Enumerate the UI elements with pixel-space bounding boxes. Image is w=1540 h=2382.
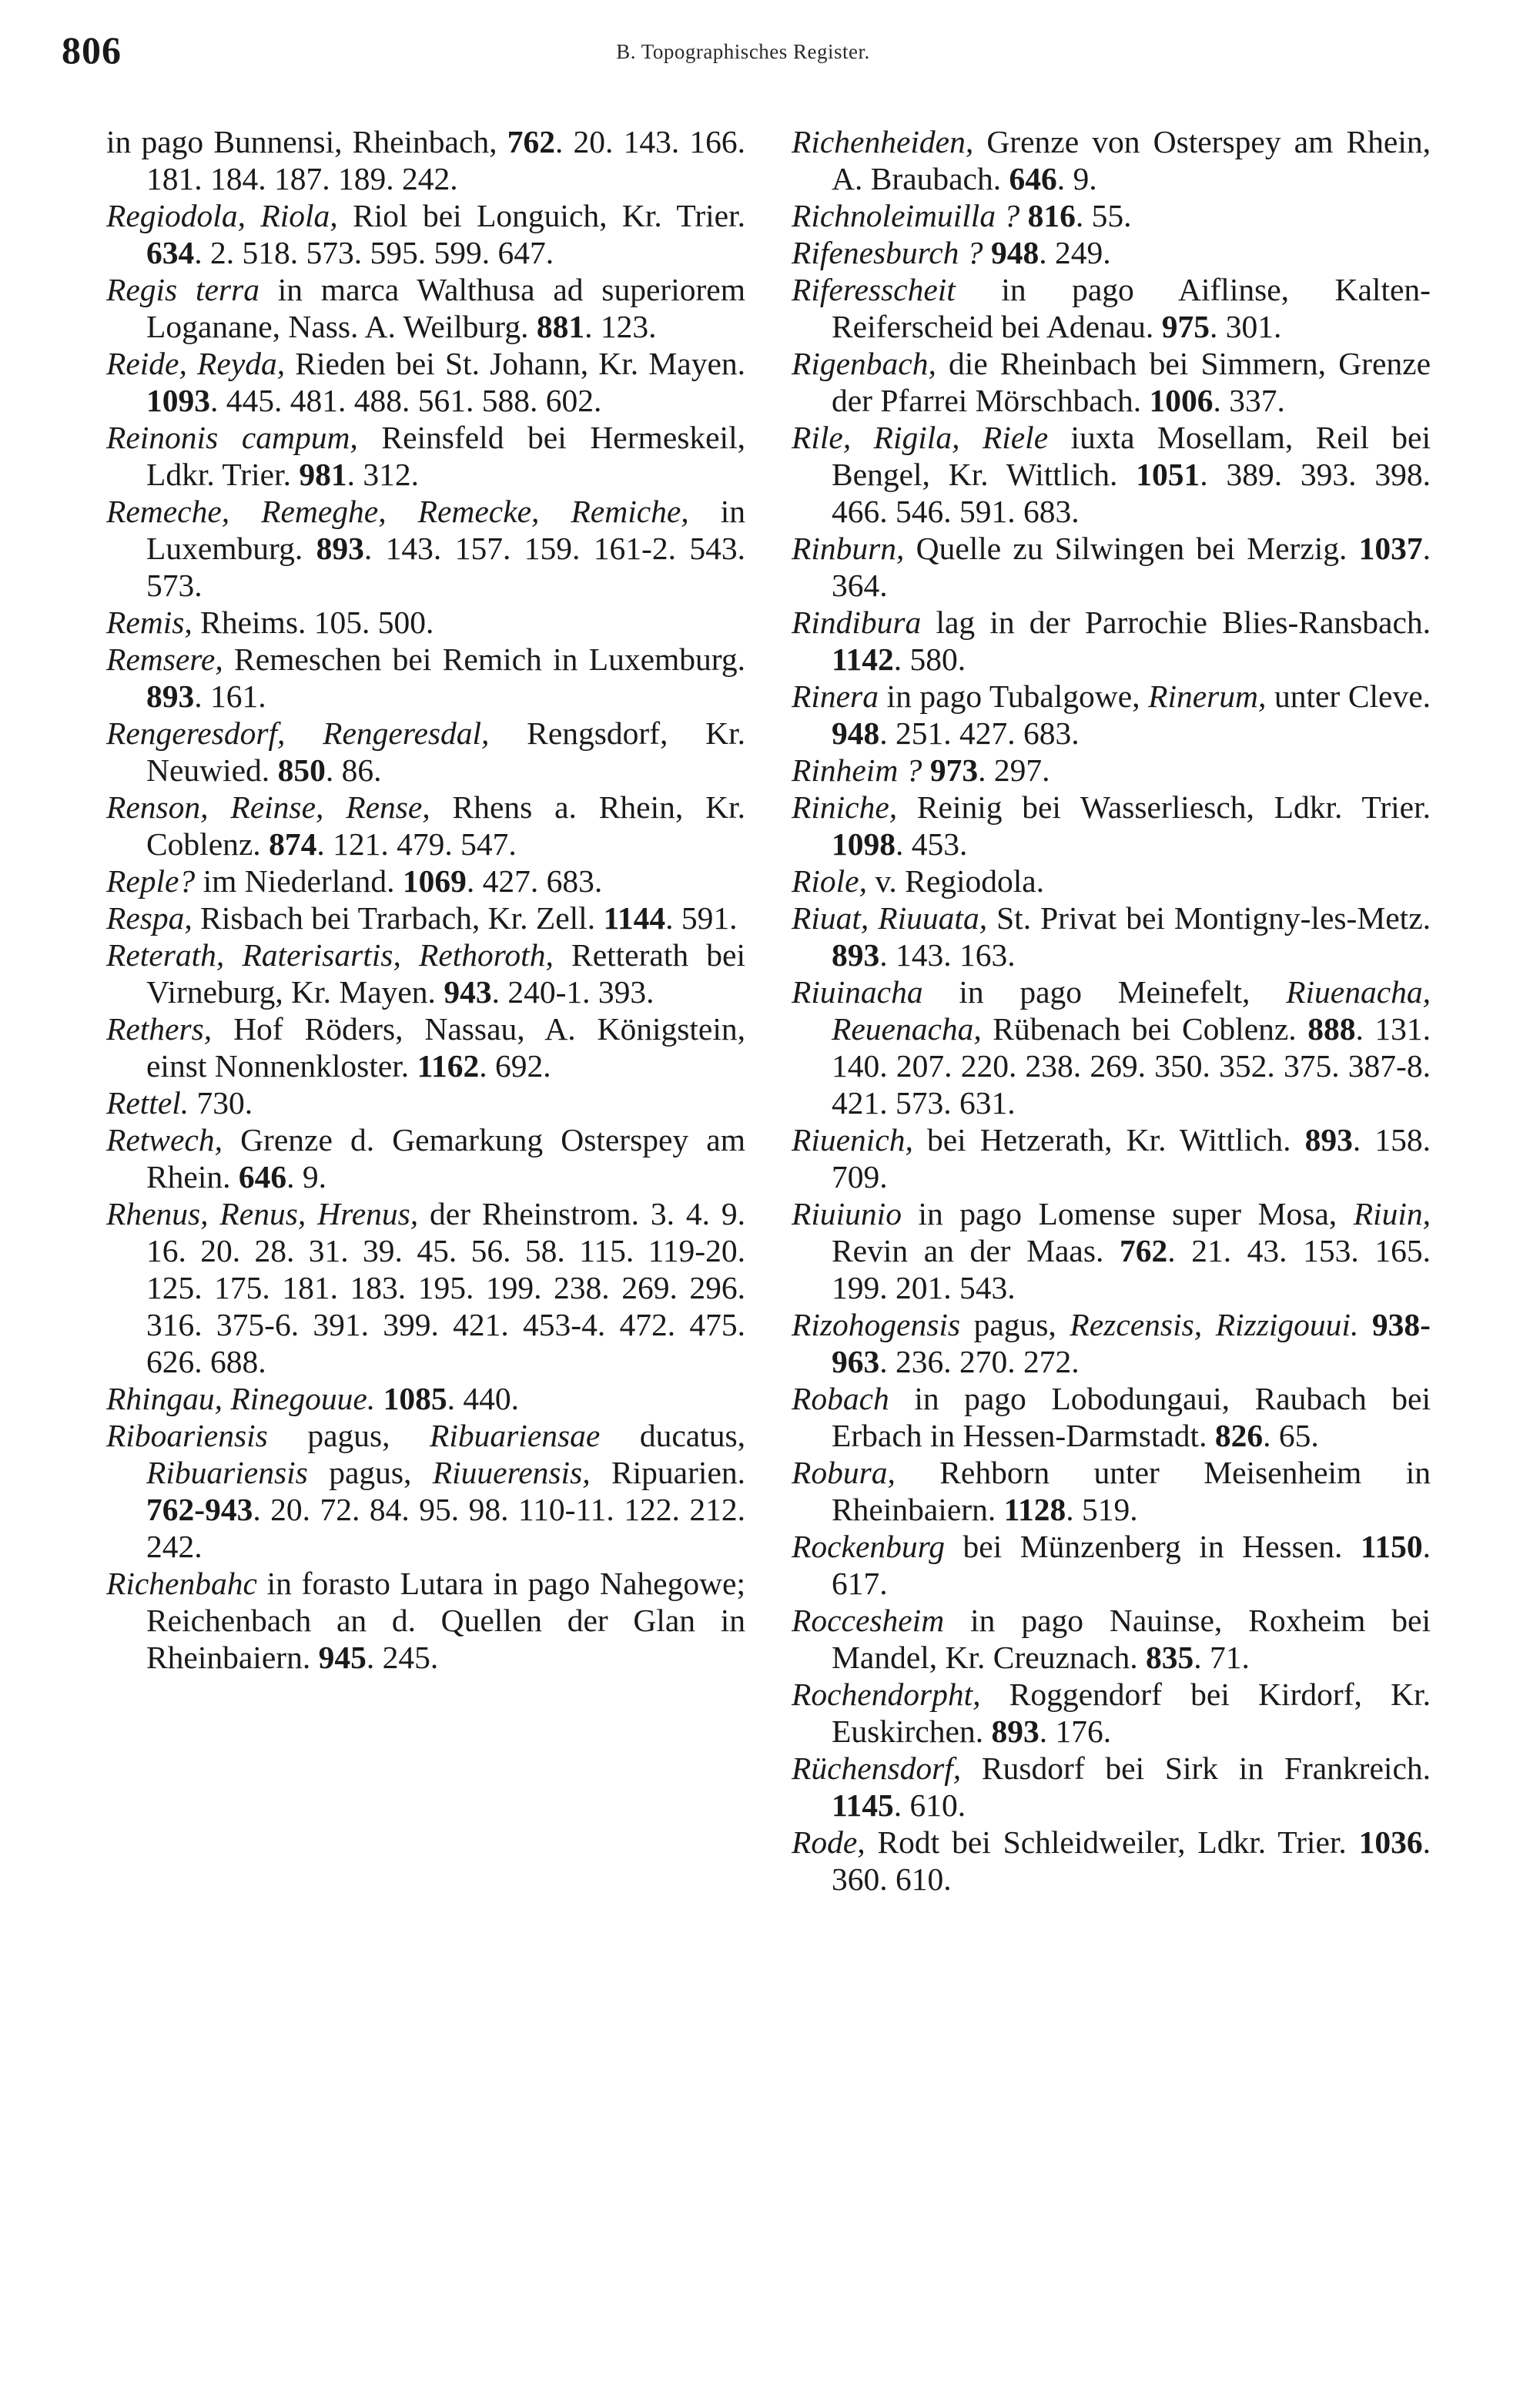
entry-hw: Riuinacha xyxy=(792,974,923,1010)
index-entry xyxy=(106,715,745,789)
entry-post: . 249. xyxy=(1039,235,1111,270)
index-entry xyxy=(106,493,745,604)
entry-hw: Renson, Reinse, Rense, xyxy=(106,789,430,825)
entry-post: . 445. 481. 488. 561. 588. 602. xyxy=(210,383,602,418)
entry-hw: Reple? xyxy=(106,863,196,899)
index-entry xyxy=(792,789,1431,863)
entry-post: . 617. xyxy=(832,1529,1431,1601)
entry-bold: 945 xyxy=(318,1640,367,1675)
entry-post: . 9. xyxy=(1056,161,1097,196)
entry-hw: Richnoleimuilla ? xyxy=(792,198,1020,233)
entry-bold: 835 xyxy=(1145,1640,1194,1675)
entry-pre: in pago Lomense super Mosa, xyxy=(901,1196,1354,1231)
entry-pre xyxy=(983,235,991,270)
entry-post2: . 20. 72. 84. 95. 98. 110-11. 122. 212. 242. xyxy=(146,1492,745,1564)
entry-pre: iuxta Mosellam, Reil bei Bengel, Kr. Wittlich. xyxy=(832,420,1431,492)
entry-pre: pagus, xyxy=(960,1307,1070,1342)
index-entry xyxy=(106,863,745,900)
entry-pre: in marca Walthusa ad superiorem Loganane, Nass. A. Weilburg. xyxy=(146,272,745,344)
index-entry xyxy=(792,271,1431,345)
index-entry xyxy=(106,271,745,345)
entry-bold: 948 xyxy=(990,235,1040,270)
entry-bold: 816 xyxy=(1027,198,1076,233)
entry-pre: v. Regiodola. xyxy=(866,863,1045,899)
entry-post: . 453. xyxy=(896,826,968,862)
entry-bold2: 938-963 xyxy=(832,1307,1431,1379)
entry-hw: Riniche, xyxy=(792,789,898,825)
entry-hw: Rile, Rigila, Riele xyxy=(792,420,1049,455)
entry-pre4: Ripuarien. xyxy=(590,1455,745,1490)
entry-bold2: 762-943 xyxy=(146,1492,253,1527)
entry-pre: bei Hetzerath, Kr. Wittlich. xyxy=(912,1122,1305,1157)
entry-hw: Richenbahc xyxy=(106,1566,257,1601)
index-entry xyxy=(792,123,1431,197)
entry-post: . 143. 163. xyxy=(879,937,1016,973)
entry-bold: 943 xyxy=(444,974,492,1010)
index-entry xyxy=(792,863,1431,900)
entry-hw: Rhingau, Rinegouue. xyxy=(106,1381,376,1416)
entry-bold: 893 xyxy=(1304,1122,1353,1157)
entry-hw3: Ribuariensis xyxy=(146,1455,308,1490)
entry-post: . 519. xyxy=(1066,1492,1138,1527)
entry-pre xyxy=(1019,198,1027,233)
entry-pre: Riol bei Longuich, Kr. Trier. xyxy=(337,198,745,233)
entry-hw: Rizohogensis xyxy=(792,1307,961,1342)
entry-hw: Rochendorpht, xyxy=(792,1677,981,1712)
entry-post: . 245. xyxy=(366,1640,439,1675)
entry-pre: Risbach bei Trarbach, Kr. Zell. xyxy=(192,900,604,936)
entry-pre xyxy=(922,752,929,788)
index-entry xyxy=(792,752,1431,789)
entry-hw: Reterath, Raterisartis, Rethoroth, xyxy=(106,937,554,973)
entry-post: . 86. xyxy=(325,752,382,788)
entry-hw2: Rinerum, xyxy=(1148,678,1267,714)
entry-pre: 730. xyxy=(189,1085,253,1121)
entry-post: . 143. 157. 159. 161-2. 543. 573. xyxy=(146,531,745,603)
entry-post2: . 131. 140. 207. 220. 238. 269. 350. 352. 375. 387-8. 421. 573. 631. xyxy=(832,1011,1431,1121)
entry-pre: Rengsdorf, Kr. Neuwied. xyxy=(146,715,745,788)
index-entry xyxy=(792,530,1431,604)
entry-post: . 610. xyxy=(893,1787,966,1823)
index-entry xyxy=(792,604,1431,678)
index-entry xyxy=(106,1010,745,1084)
index-entry xyxy=(792,234,1431,271)
entry-hw: Rigenbach, xyxy=(792,346,936,381)
index-entry xyxy=(792,1750,1431,1824)
index-entry xyxy=(792,419,1431,530)
entry-pre: pagus, xyxy=(267,1418,430,1453)
entry-bold: 826 xyxy=(1214,1418,1264,1453)
entry-pre2 xyxy=(1358,1307,1372,1342)
index-entry xyxy=(792,973,1431,1121)
index-entry xyxy=(106,900,745,936)
index-entry xyxy=(106,1417,745,1565)
entry-pre3: pagus, xyxy=(307,1455,433,1490)
index-entry xyxy=(106,641,745,715)
entry-bold: 893 xyxy=(146,678,195,714)
index-entry xyxy=(792,1380,1431,1454)
entry-hw: Robach xyxy=(792,1381,889,1416)
entry-bold: 1128 xyxy=(1003,1492,1066,1527)
index-entry xyxy=(106,1565,745,1676)
entry-hw: Riuenich, xyxy=(792,1122,913,1157)
entry-pre2: Revin an der Maas. xyxy=(832,1233,1120,1268)
entry-pre: Grenze von Osterspey am Rhein, A. Braubach. xyxy=(832,124,1431,196)
entry-pre: in pago Nauinse, Roxheim bei Mandel, Kr. Creuznach. xyxy=(832,1603,1431,1675)
entry-pre2: unter Cleve. xyxy=(1266,678,1431,714)
entry-post: . 71. xyxy=(1194,1640,1250,1675)
entry-pre: Reinsfeld bei Hermeskeil, Ldkr. Trier. xyxy=(146,420,745,492)
entry-post: . 123. xyxy=(584,309,657,344)
index-entry xyxy=(106,1121,745,1195)
entry-pre xyxy=(375,1381,383,1416)
index-entry xyxy=(106,1380,745,1417)
entry-pre: Rehborn unter Meisenheim in Rheinbaiern. xyxy=(832,1455,1431,1527)
entry-bold: 893 xyxy=(991,1714,1040,1749)
index-entry xyxy=(792,345,1431,419)
entry-post2: . 236. 270. 272. xyxy=(879,1344,1080,1379)
entry-bold: 1144 xyxy=(603,900,666,936)
entry-bold: 1162 xyxy=(417,1048,480,1084)
entry-bold: 1142 xyxy=(832,642,894,677)
index-entry xyxy=(792,1602,1431,1676)
index-entry xyxy=(792,197,1431,234)
entry-pre: Retterath bei Virneburg, Kr. Mayen. xyxy=(146,937,745,1010)
left-column xyxy=(106,123,745,1676)
entry-hw: Riole, xyxy=(792,863,867,899)
entry-post: . 240-1. 393. xyxy=(491,974,654,1010)
entry-hw: Remis, xyxy=(106,605,192,640)
entry-hw: Riuiunio xyxy=(792,1196,902,1231)
entry-post: . 364. xyxy=(832,531,1431,603)
entry-post: . 692. xyxy=(479,1048,551,1084)
entry-pre: im Niederland. xyxy=(195,863,403,899)
entry-pre: bei Münzenberg in Hessen. xyxy=(944,1529,1361,1564)
index-entry xyxy=(106,123,745,197)
entry-hw: Riuat, Riuuata, xyxy=(792,900,988,936)
entry-bold: 1006 xyxy=(1149,383,1214,418)
index-entry xyxy=(106,419,745,493)
index-entry xyxy=(106,197,745,271)
entry-bold: 762 xyxy=(507,124,555,159)
entry-pre: Roggendorf bei Kirdorf, Kr. Euskirchen. xyxy=(832,1677,1431,1749)
entry-bold2: 762 xyxy=(1119,1233,1168,1268)
entry-pre: Reinig bei Wasserliesch, Ldkr. Trier. xyxy=(897,789,1431,825)
entry-bold: 973 xyxy=(929,752,979,788)
index-entry xyxy=(106,1195,745,1380)
entry-post: . 55. xyxy=(1075,198,1132,233)
entry-bold: 850 xyxy=(277,752,326,788)
entry-hw: Respa, xyxy=(106,900,192,936)
index-entry xyxy=(792,1454,1431,1528)
entry-hw: Rüchensdorf, xyxy=(792,1750,962,1786)
entry-bold: 634 xyxy=(146,235,195,270)
entry-post2: . 251. 427. 683. xyxy=(879,715,1080,751)
index-entry xyxy=(792,1824,1431,1898)
entry-bold: 874 xyxy=(269,826,317,862)
entry-pre: St. Privat bei Montigny-les-Metz. xyxy=(987,900,1431,936)
entry-hw: Regis terra xyxy=(106,272,259,307)
index-entry xyxy=(792,1121,1431,1195)
entry-bold: 981 xyxy=(299,457,347,492)
entry-pre: Rhens a. Rhein, Kr. Coblenz. xyxy=(146,789,745,862)
entry-hw: Rinheim ? xyxy=(792,752,922,788)
entry-bold: 893 xyxy=(832,937,880,973)
entry-hw: Regiodola, Riola, xyxy=(106,198,338,233)
entry-hw2: Rezcensis, Rizzigouui. xyxy=(1070,1307,1359,1342)
entry-pre: in pago Tubalgowe, xyxy=(878,678,1149,714)
entry-pre: Rusdorf bei Sirk in Frankreich. xyxy=(961,1750,1431,1786)
entry-bold: 1037 xyxy=(1358,531,1423,566)
entry-bold2: 888 xyxy=(1307,1011,1356,1047)
entry-bold: 1051 xyxy=(1136,457,1200,492)
entry-hw4: Riuuerensis, xyxy=(432,1455,591,1490)
entry-hw: Robura, xyxy=(792,1455,896,1490)
entry-post: . 360. 610. xyxy=(832,1824,1431,1897)
entry-hw: Rifenesburch ? xyxy=(792,235,983,270)
entry-bold: 1085 xyxy=(383,1381,447,1416)
entry-bold2: 948 xyxy=(832,715,880,751)
entry-post: . 337. xyxy=(1213,383,1285,418)
entry-hw: Rhenus, Renus, Hrenus, xyxy=(106,1196,419,1231)
entry-pre: Quelle zu Silwingen bei Merzig. xyxy=(904,531,1359,566)
entry-pre: die Rheinbach bei Simmern, Grenze der Pfarrei Mörschbach. xyxy=(832,346,1431,418)
entry-post: . 161. xyxy=(194,678,266,714)
right-column xyxy=(792,123,1431,1898)
entry-pre: Hof Röders, Nassau, A. Königstein, einst Nonnenkloster. xyxy=(146,1011,745,1084)
entry-pre: in pago Meinefelt, xyxy=(922,974,1287,1010)
entry-hw: Roccesheim xyxy=(792,1603,945,1638)
entry-hw: Retwech, xyxy=(106,1122,223,1157)
entry-bold: 1069 xyxy=(402,863,467,899)
index-entry xyxy=(106,604,745,641)
entry-hw: Rethers, xyxy=(106,1011,213,1047)
entry-post: . 158. 709. xyxy=(832,1122,1431,1194)
entry-post: . 20. 143. 166. 181. 184. 187. 189. 242. xyxy=(146,124,746,196)
index-entry xyxy=(792,1528,1431,1602)
index-entry xyxy=(792,1195,1431,1306)
entry-pre: in pago Aiflinse, Kalten-Reiferscheid bei Adenau. xyxy=(832,272,1431,344)
entry-post2: . 21. 43. 153. 165. 199. 201. 543. xyxy=(832,1233,1431,1305)
index-entry xyxy=(792,1306,1431,1380)
entry-hw: Rode, xyxy=(792,1824,865,1860)
entry-bold: 1093 xyxy=(146,383,210,418)
entry-bold: 1150 xyxy=(1360,1529,1423,1564)
entry-hw: Rockenburg xyxy=(792,1529,945,1564)
entry-bold: 1036 xyxy=(1358,1824,1423,1860)
entry-post: . 389. 393. 398. 466. 546. 591. 683. xyxy=(832,457,1431,529)
entry-bold: 881 xyxy=(536,309,585,344)
entry-post: . 297. xyxy=(978,752,1050,788)
entry-hw: Rettel. xyxy=(106,1085,189,1121)
entry-post: . 176. xyxy=(1039,1714,1112,1749)
entry-hw: Remeche, Remeghe, Remecke, Remiche, xyxy=(106,494,689,529)
entry-post: . 440. xyxy=(447,1381,519,1416)
entry-pre2: Rübenach bei Coblenz. xyxy=(981,1011,1308,1047)
entry-pre: Rieden bei St. Johann, Kr. Mayen. xyxy=(285,346,745,381)
running-head: B. Topographisches Register. xyxy=(616,40,870,63)
entry-post: . 121. 479. 547. xyxy=(316,826,517,862)
entry-hw: Rengeresdorf, Rengeresdal, xyxy=(106,715,490,751)
index-entry xyxy=(792,1676,1431,1750)
entry-post: . 312. xyxy=(346,457,419,492)
entry-pre: lag in der Parrochie Blies-Ransbach. xyxy=(921,605,1431,640)
entry-pre: Rodt bei Schleidweiler, Ldkr. Trier. xyxy=(865,1824,1359,1860)
index-entry xyxy=(106,1084,745,1121)
entry-hw: Rinburn, xyxy=(792,531,905,566)
entry-pre: in pago Bunnensi, Rheinbach, xyxy=(106,124,507,159)
entry-post: . 427. 683. xyxy=(466,863,603,899)
entry-hw: Riferesscheit xyxy=(792,272,956,307)
entry-hw2: Riuenacha, Reuenacha, xyxy=(832,974,1431,1047)
entry-bold: 893 xyxy=(316,531,364,566)
entry-post: . 591. xyxy=(665,900,738,936)
index-entry xyxy=(106,789,745,863)
index-entry xyxy=(792,678,1431,752)
entry-bold: 646 xyxy=(238,1159,287,1194)
index-entry xyxy=(106,345,745,419)
entry-bold: 1145 xyxy=(832,1787,894,1823)
entry-pre: Rheims. 105. 500. xyxy=(192,605,434,640)
page-number: 806 xyxy=(62,28,122,72)
entry-post: . 301. xyxy=(1209,309,1282,344)
entry-hw: Reide, Reyda, xyxy=(106,346,286,381)
entry-hw: Reinonis campum, xyxy=(106,420,358,455)
entry-pre: in pago Lobodungaui, Raubach bei Erbach in Hessen-Darmstadt. xyxy=(832,1381,1431,1453)
entry-pre: Grenze d. Gemarkung Osterspey am Rhein. xyxy=(146,1122,745,1194)
entry-hw2: Ribuariensae xyxy=(430,1418,601,1453)
entry-hw2: Riuin, xyxy=(1353,1196,1431,1231)
entry-hw: Rinera xyxy=(792,678,879,714)
index-entry xyxy=(106,936,745,1010)
entry-bold: 1098 xyxy=(832,826,896,862)
index-entry xyxy=(792,900,1431,973)
entry-hw: Riboariensis xyxy=(106,1418,268,1453)
entry-pre2: ducatus, xyxy=(600,1418,745,1453)
page-header xyxy=(62,28,1424,82)
entry-bold: 975 xyxy=(1161,309,1210,344)
entry-pre: Remeschen bei Remich in Luxemburg. xyxy=(223,642,745,677)
entry-post: . 65. xyxy=(1263,1418,1319,1453)
entry-post: . 580. xyxy=(893,642,966,677)
entry-hw: Rindibura xyxy=(792,605,922,640)
entry-pre: der Rheinstrom. 3. 4. 9. 16. 20. 28. 31. 39. 45. 56. 58. 115. 119-20. 125. 175. 181. 183. 195. 199. 238. 269. 296. 316. 375-6. 391. 399. 421. 453-4. 472. 475. 626. 688. xyxy=(146,1196,745,1379)
entry-hw: Richenheiden, xyxy=(792,124,974,159)
entry-pre: in Luxemburg. xyxy=(146,494,745,566)
entry-hw: Remsere, xyxy=(106,642,223,677)
entry-post: . 9. xyxy=(286,1159,327,1194)
entry-post: . 2. 518. 573. 595. 599. 647. xyxy=(194,235,554,270)
entry-pre: in forasto Lutara in pago Nahegowe; Reichenbach an d. Quellen der Glan in Rheinbaiern. xyxy=(146,1566,745,1675)
entry-bold: 646 xyxy=(1009,161,1057,196)
